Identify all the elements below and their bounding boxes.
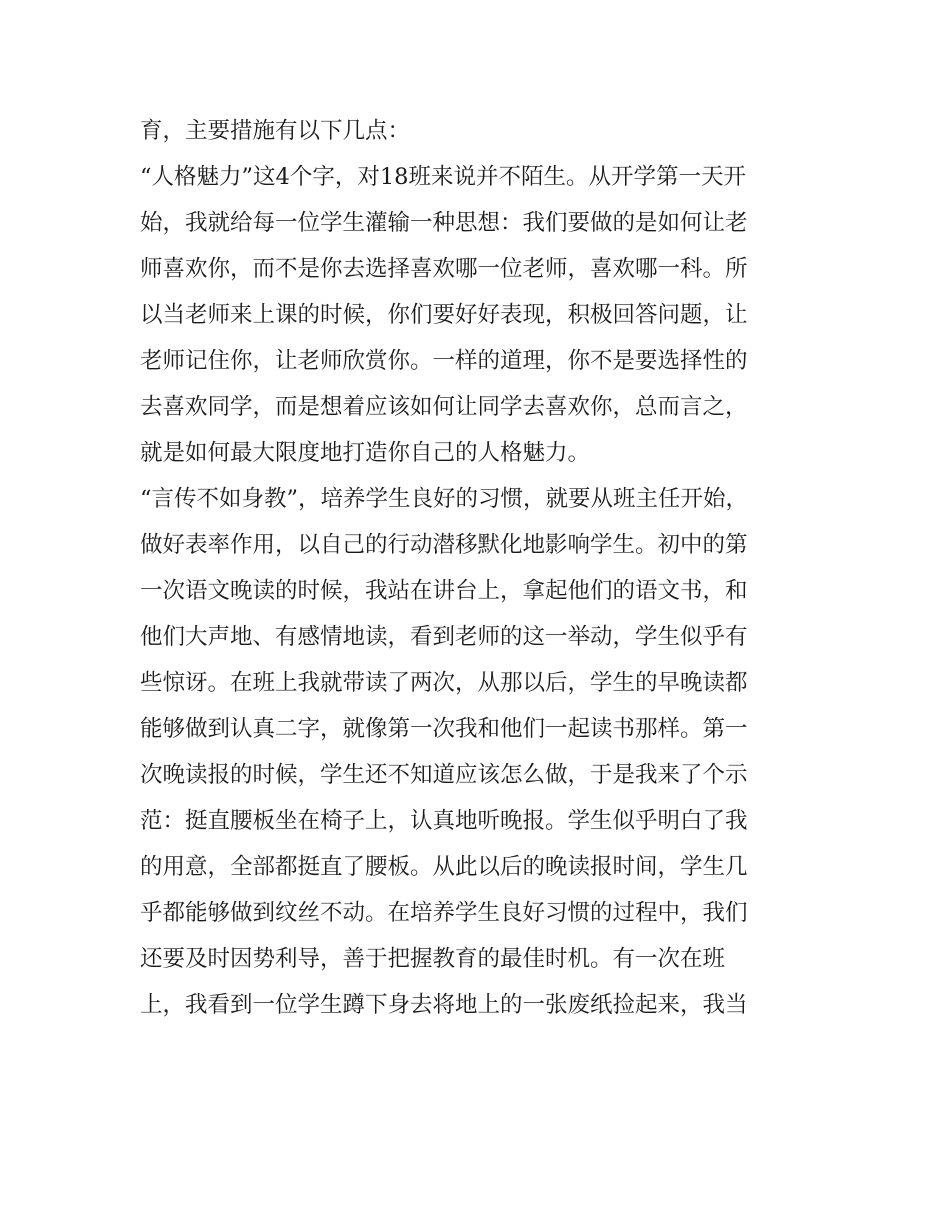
text-line: 始，我就给每一位学生灌输一种思想：我们要做的是如何让老 xyxy=(140,210,748,236)
text-line: 乎都能够做到纹丝不动。在培养学生良好习惯的过程中，我们 xyxy=(140,900,748,926)
text-line: 一次语文晚读的时候，我站在讲台上，拿起他们的语文书，和 xyxy=(140,578,748,604)
text-line: 老师记住你，让老师欣赏你。一样的道理，你不是要选择性的 xyxy=(140,348,748,374)
text-line: 就是如何最大限度地打造你自己的人格魅力。 xyxy=(140,440,591,466)
text-line: “人格魅力”这4个字，对18班来说并不陌生。从开学第一天开 xyxy=(140,164,746,190)
text-line: 范：挺直腰板坐在椅子上，认真地听晚报。学生似乎明白了我 xyxy=(140,808,748,834)
text-line: 他们大声地、有感情地读，看到老师的这一举动，学生似乎有 xyxy=(140,624,748,650)
text-line: 上，我看到一位学生蹲下身去将地上的一张废纸捡起来，我当 xyxy=(140,992,748,1018)
text-line: 些惊讶。在班上我就带读了两次，从那以后，学生的早晚读都 xyxy=(140,670,748,696)
text-line: 的用意，全部都挺直了腰板。从此以后的晚读报时间，学生几 xyxy=(140,854,748,880)
text-line: 做好表率作用，以自己的行动潜移默化地影响学生。初中的第 xyxy=(140,532,748,558)
text-line: 能够做到认真二字，就像第一次我和他们一起读书那样。第一 xyxy=(140,716,748,742)
text-line: 次晚读报的时候，学生还不知道应该怎么做，于是我来了个示 xyxy=(140,762,748,788)
text-line: 去喜欢同学，而是想着应该如何让同学去喜欢你，总而言之， xyxy=(140,394,748,420)
text-line: 育，主要措施有以下几点： xyxy=(140,118,411,144)
document-body xyxy=(140,108,820,1028)
text-line: “言传不如身教”，培养学生良好的习惯，就要从班主任开始， xyxy=(140,486,749,512)
text-line: 师喜欢你，而不是你去选择喜欢哪一位老师，喜欢哪一科。所 xyxy=(140,256,748,282)
text-line: 还要及时因势利导，善于把握教育的最佳时机。有一次在班 xyxy=(140,946,726,972)
text-line: 以当老师来上课的时候，你们要好好表现，积极回答问题，让 xyxy=(140,302,748,328)
